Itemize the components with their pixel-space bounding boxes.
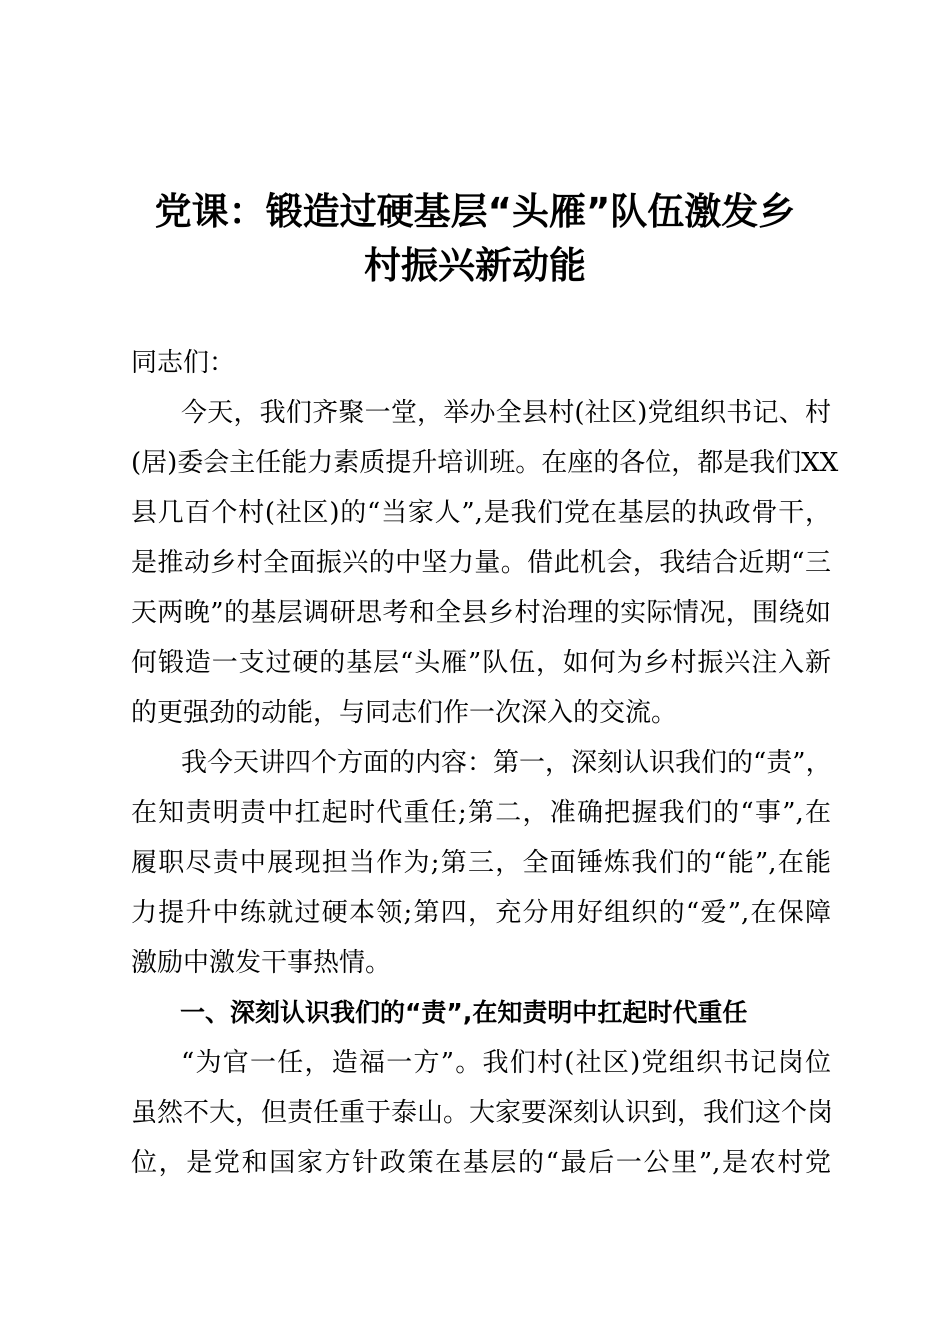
paragraph-line: 履职尽责中展现担当作为;第三，全面锤炼我们的“能”,在能	[131, 848, 831, 878]
paragraph-line: “为官一任，造福一方”。我们村(社区)党组织书记岗位	[181, 1048, 831, 1078]
paragraph-line: (居)委会主任能力素质提升培训班。在座的各位，都是我们XX	[131, 448, 839, 478]
paragraph-line: 县几百个村(社区)的“当家人”,是我们党在基层的执政骨干，	[131, 498, 831, 528]
paragraph-line: 激励中激发干事热情。	[131, 948, 392, 978]
paragraph-line: 位，是党和国家方针政策在基层的“最后一公里”,是农村党	[131, 1148, 831, 1178]
paragraph-line: 力提升中练就过硬本领;第四，充分用好组织的“爱”,在保障	[131, 898, 831, 928]
paragraph-line: 我今天讲四个方面的内容：第一，深刻认识我们的“责”，	[181, 748, 832, 778]
section-heading-1: 一、深刻认识我们的“责”,在知责明中扛起时代重任	[180, 998, 748, 1027]
document-title-line-2: 村振兴新动能	[364, 244, 586, 287]
paragraph-line: 虽然不大，但责任重于泰山。大家要深刻认识到，我们这个岗	[131, 1098, 834, 1128]
paragraph-line: 天两晚”的基层调研思考和全县乡村治理的实际情况，围绕如	[131, 598, 831, 628]
paragraph-line: 今天，我们齐聚一堂，举办全县村(社区)党组织书记、村	[181, 398, 831, 428]
paragraph-line: 何锻造一支过硬的基层“头雁”队伍，如何为乡村振兴注入新	[131, 648, 831, 678]
paragraph-line: 的更强劲的动能，与同志们作一次深入的交流。	[131, 698, 678, 728]
paragraph-line: 是推动乡村全面振兴的中坚力量。借此机会，我结合近期“三	[131, 548, 831, 578]
document-title-line-1: 党课：锻造过硬基层“头雁”队伍激发乡	[154, 190, 796, 233]
paragraph-line: 在知责明责中扛起时代重任;第二，准确把握我们的“事”,在	[131, 798, 831, 828]
salutation: 同志们：	[131, 348, 236, 378]
